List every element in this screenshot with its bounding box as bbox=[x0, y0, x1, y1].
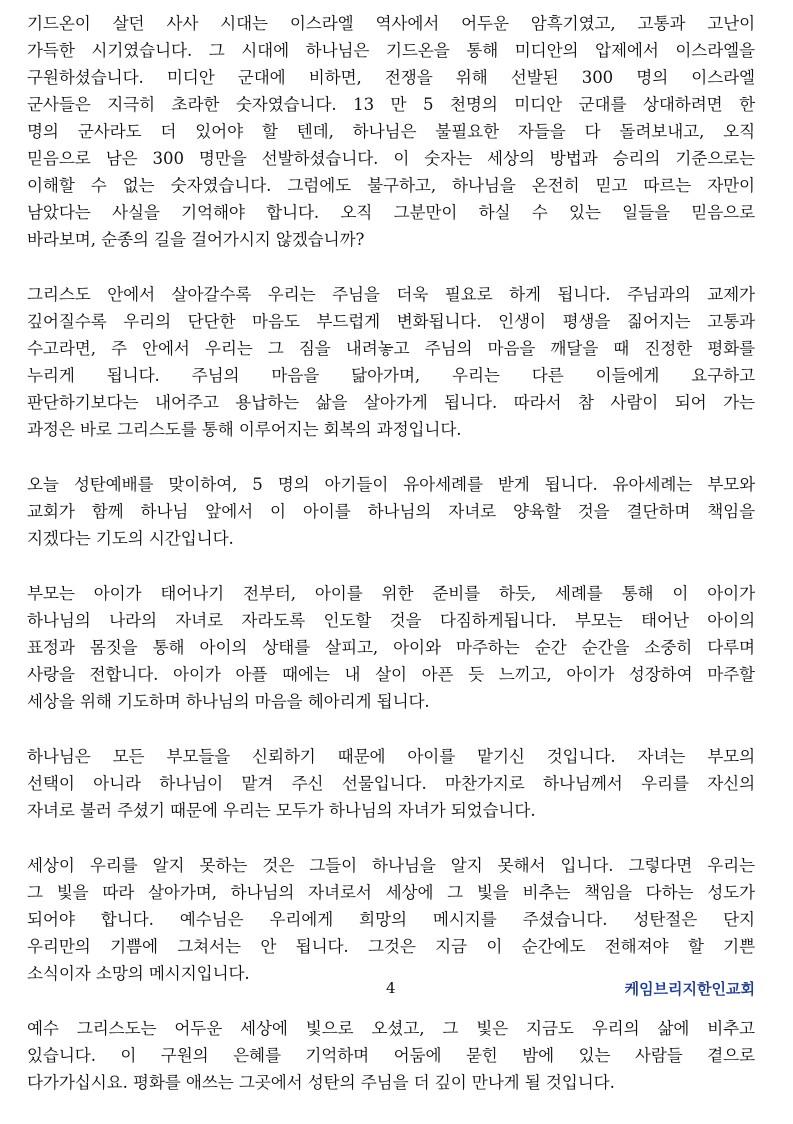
text-line: 우리만의 기쁨에 그쳐서는 안 됩니다. 그것은 지금 이 순간에도 전해져야 할 기쁜 bbox=[27, 937, 755, 956]
paragraph-5 bbox=[27, 743, 755, 824]
text-line: 판단하기보다는 내어주고 용납하는 삶을 살아가게 됩니다. 따라서 참 사람이 되어 가는 bbox=[27, 393, 755, 412]
text-line: 기드온이 살던 사사 시대는 이스라엘 역사에서 어두운 암흑기였고, 고통과 고난이 bbox=[27, 14, 755, 33]
text-line: 자녀로 불러 주셨기 때문에 우리는 모두가 하나님의 자녀가 되었습니다. bbox=[27, 801, 536, 820]
text-line: 부모는 아이가 태어나기 전부터, 아이를 위한 준비를 하듯, 세례를 통해 이 아이가 bbox=[27, 584, 755, 603]
text-line: 다가가십시요. 평화를 애쓰는 그곳에서 성탄의 주님을 더 깊이 만나게 될 것입니다. bbox=[27, 1073, 615, 1092]
text-line: 남았다는 사실을 기억해야 합니다. 오직 그분만이 하실 수 있는 일들을 믿음으로 bbox=[27, 203, 755, 222]
text-line: 세상을 위해 기도하며 하나님의 마음을 헤아리게 됩니다. bbox=[27, 692, 430, 711]
text-line: 깊어질수록 우리의 단단한 마음도 부드럽게 변화됩니다. 인생이 평생을 짊어지는 고통과 bbox=[27, 312, 755, 331]
text-line: 하나님은 모든 부모들을 신뢰하기 때문에 아이를 맡기신 것입니다. 자녀는 부모의 bbox=[27, 747, 755, 766]
text-line: 바라보며, 순종의 길을 걸어가시지 않겠습니까? bbox=[27, 230, 365, 249]
paragraph-6 bbox=[27, 852, 755, 987]
church-name: 케임브리지한인교회 bbox=[624, 980, 755, 998]
text-line: 있습니다. 이 구원의 은혜를 기억하며 어둠에 묻힌 밤에 있는 사람들 곁으로 bbox=[27, 1046, 755, 1065]
text-line: 명의 군사라도 더 있어야 할 텐데, 하나님은 불필요한 자들을 다 돌려보내고, 오직 bbox=[27, 122, 755, 141]
paragraph-1 bbox=[27, 10, 755, 253]
text-line: 누리게 됩니다. 주님의 마음을 닮아가며, 우리는 다른 이들에게 요구하고 bbox=[27, 366, 755, 385]
text-line: 선택이 아니라 하나님이 맡겨 주신 선물입니다. 마찬가지로 하나님께서 우리를 자신의 bbox=[27, 774, 755, 793]
paragraph-2 bbox=[27, 281, 755, 443]
text-line: 소식이자 소망의 메시지입니다. bbox=[27, 964, 250, 983]
text-line: 그 빛을 따라 살아가며, 하나님의 자녀로서 세상에 그 빛을 비추는 책임을 다하는 성도가 bbox=[27, 883, 755, 902]
paragraph-4 bbox=[27, 580, 755, 715]
text-line: 가득한 시기였습니다. 그 시대에 하나님은 기드온을 통해 미디안의 압제에서 이스라엘을 bbox=[27, 41, 755, 60]
text-line: 사랑을 전합니다. 아이가 아플 때에는 내 살이 아픈 듯 느끼고, 아이가 성장하여 마주할 bbox=[27, 665, 755, 684]
paragraph-7 bbox=[27, 1015, 755, 1096]
text-line: 믿음으로 남은 300 명만을 선발하셨습니다. 이 숫자는 세상의 방법과 승리의 기준으로는 bbox=[27, 149, 755, 168]
text-line: 이해할 수 없는 숫자였습니다. 그럼에도 불구하고, 하나님을 온전히 믿고 따르는 자만이 bbox=[27, 176, 755, 195]
document-body bbox=[27, 10, 755, 1124]
text-line: 오늘 성탄예배를 맞이하여, 5 명의 아기들이 유아세례를 받게 됩니다. 유아세례는 부모와 bbox=[27, 475, 755, 494]
text-line: 되어야 합니다. 예수님은 우리에게 희망의 메시지를 주셨습니다. 성탄절은 단지 bbox=[27, 910, 755, 929]
text-line: 교회가 함께 하나님 앞에서 이 아이를 하나님의 자녀로 양육할 것을 결단하며 책임을 bbox=[27, 502, 755, 521]
page-footer bbox=[0, 975, 793, 1005]
text-line: 그리스도 안에서 살아갈수록 우리는 주님을 더욱 필요로 하게 됩니다. 주님과의 교제가 bbox=[27, 285, 755, 304]
text-line: 군사들은 지극히 초라한 숫자였습니다. 13 만 5 천명의 미디안 군대를 상대하려면 한 bbox=[27, 95, 755, 114]
text-line: 수고라면, 주 안에서 우리는 그 짐을 내려놓고 주님의 마음을 깨달을 때 진정한 평화를 bbox=[27, 339, 755, 358]
text-line: 과정은 바로 그리스도를 통해 이루어지는 회복의 과정입니다. bbox=[27, 420, 462, 439]
text-line: 세상이 우리를 알지 못하는 것은 그들이 하나님을 알지 못해서 입니다. 그렇다면 우리는 bbox=[27, 856, 755, 875]
text-line: 표정과 몸짓을 통해 아이의 상태를 살피고, 아이와 마주하는 순간 순간을 소중히 다루며 bbox=[27, 638, 755, 657]
text-line: 지겠다는 기도의 시간입니다. bbox=[27, 529, 234, 548]
page-number: 4 bbox=[386, 979, 396, 997]
text-line: 예수 그리스도는 어두운 세상에 빛으로 오셨고, 그 빛은 지금도 우리의 삶에 비추고 bbox=[27, 1019, 755, 1038]
text-line: 하나님의 나라의 자녀로 자라도록 인도할 것을 다짐하게됩니다. 부모는 태어난 아이의 bbox=[27, 611, 755, 630]
text-line: 구원하셨습니다. 미디안 군대에 비하면, 전쟁을 위해 선발된 300 명의 이스라엘 bbox=[27, 68, 755, 87]
paragraph-3 bbox=[27, 471, 755, 552]
